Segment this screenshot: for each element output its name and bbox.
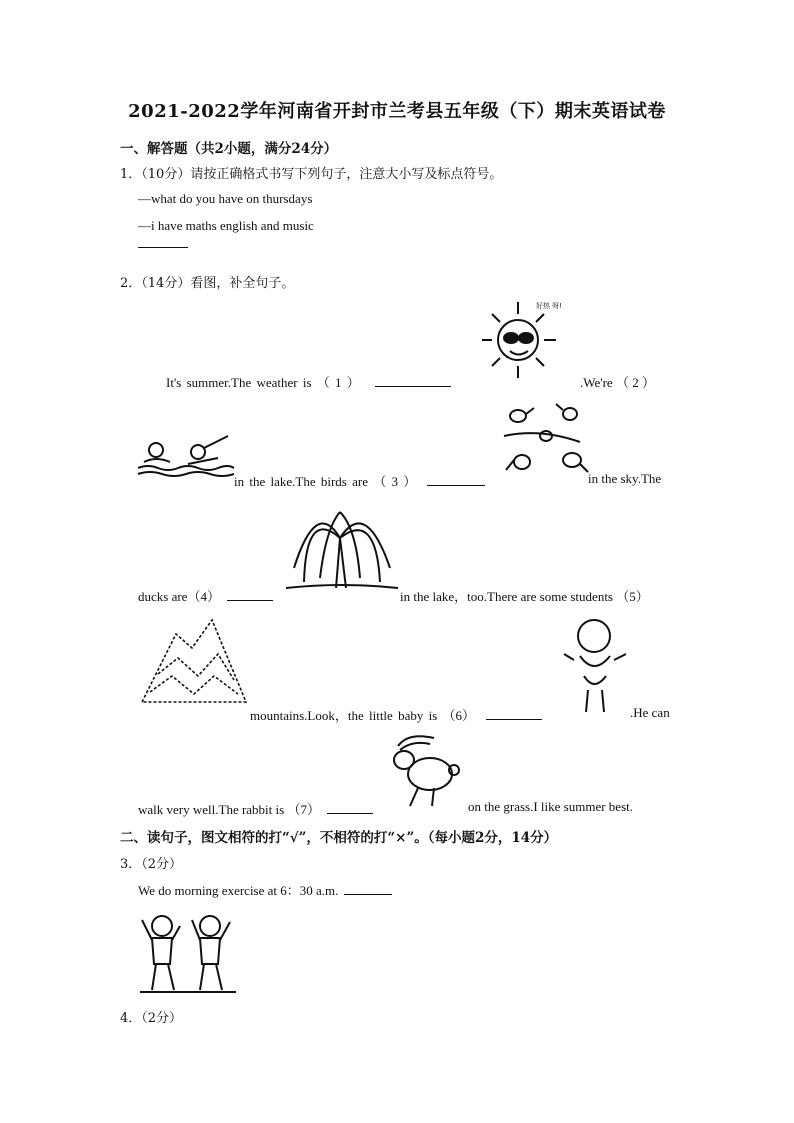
answer-blank-4[interactable] — [227, 588, 273, 601]
willow-tree-image — [286, 498, 398, 594]
question-1-line-2: —i have maths english and music — [138, 218, 314, 233]
sun-image — [484, 296, 562, 380]
passage-text-2b: in the sky.The — [588, 471, 662, 486]
passage-text-5: walk very well.The rabbit is （7） — [138, 802, 320, 817]
rabbit-image — [388, 730, 464, 810]
morning-exercise-image — [140, 906, 236, 996]
sun-speech-text: 好热 呀! — [536, 302, 563, 310]
swimming-image — [138, 434, 234, 480]
passage-text-4: mountains.Look，the little baby is （6） — [250, 708, 476, 723]
birds-image — [500, 400, 590, 484]
passage-line-5 — [138, 799, 373, 818]
mountains-image — [138, 614, 248, 706]
answer-blank-6[interactable] — [486, 707, 542, 720]
passage-text-1: It's summer.The weather is （ 1 ） — [166, 375, 360, 390]
passage-line-4 — [250, 705, 542, 724]
question-1-line-1: —what do you have on thursdays — [138, 191, 313, 206]
section-1-heading: 一、解答题（共2小题，满分24分） — [120, 141, 338, 157]
question-2-prompt: 2．（14分）看图，补全句子。 — [120, 276, 295, 291]
passage-line-2 — [234, 471, 485, 490]
passage-text-3b: in the lake，too.There are some students （5） — [400, 589, 649, 604]
passage-text-2: in the lake.The birds are （ 3 ） — [234, 474, 417, 489]
answer-blank-q1[interactable] — [138, 247, 188, 248]
answer-blank-7[interactable] — [327, 801, 373, 814]
answer-blank-1[interactable] — [375, 374, 451, 387]
page-title: 2021-2022学年河南省开封市兰考县五年级（下）期末英语试卷 — [128, 101, 666, 122]
question-3-line — [138, 880, 392, 899]
passage-line-3 — [138, 586, 273, 605]
passage-text-3: ducks are（4） — [138, 589, 220, 604]
passage-text-4b: .He can — [630, 705, 670, 720]
passage-text-5b: on the grass.I like summer best. — [468, 799, 633, 814]
question-4-prompt: 4．（2分） — [120, 1011, 183, 1026]
question-1-prompt: 1．（10分）请按正确格式书写下列句子，注意大小写及标点符号。 — [120, 167, 503, 182]
baby-image — [566, 616, 628, 716]
question-3-sentence: We do morning exercise at 6：30 a.m. — [138, 883, 339, 898]
answer-blank-3[interactable] — [427, 473, 485, 486]
passage-line-1 — [166, 372, 451, 391]
passage-text-1b: .We're （ 2 ） — [580, 375, 655, 390]
question-3-prompt: 3．（2分） — [120, 857, 183, 872]
section-2-heading: 二、读句子，图文相符的打“√”，不相符的打“×”。（每小题2分，14分） — [120, 830, 558, 846]
answer-blank-q3[interactable] — [344, 882, 392, 895]
